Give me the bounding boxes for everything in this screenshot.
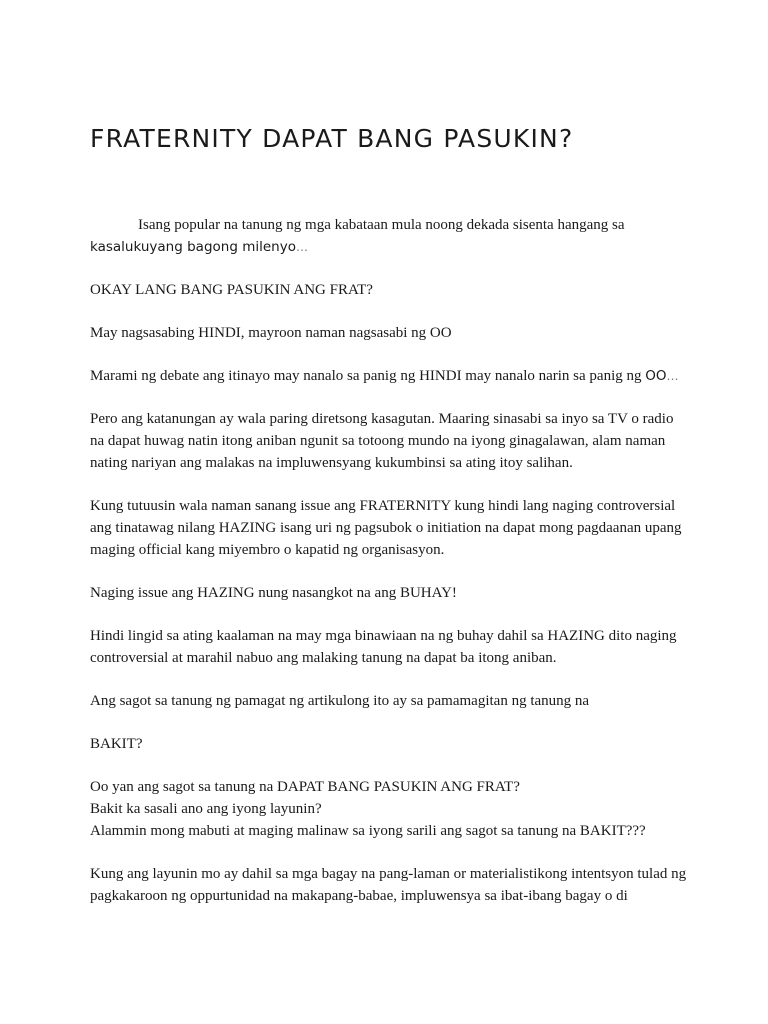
paragraph-deaths: Hindi lingid sa ating kaalaman na may mga binawiaan na ng buhay dahil sa HAZING dito naging controversial at marahil nabuo ang malaking tanung na dapat ba itong aniban. [90,628,677,666]
debate-text-continued: OO [645,368,667,384]
paragraph-why-answer [90,776,690,842]
paragraph-why: BAKIT? [90,736,143,752]
paragraph-hazing-issue: Kung tutuusin wala naman sanang issue ang FRATERNITY kung hindi lang naging controversial ang tinatawag nilang HAZING isang uri ng pagsubok o initiation na dapat mong pagdaanan upang maging official kang miyembro o kapatid ng organisasyon. [90,498,682,558]
intro-text: Isang popular na tanung ng mga kabataan mula noong dekada sisenta hangang sa [138,217,625,233]
paragraph-no-answer: Pero ang katanungan ay wala paring diretsong kasagutan. Maaring sinasabi sa inyo sa TV o radio na dapat huwag natin itong aniban ngunit sa totoong mundo na iyong ginagalawan, alam naman nating nariyan ang malakas na impluwensyang kukumbinsi sa ating itoy salihan. [90,411,674,471]
why-answer-line-2: Bakit ka sasali ano ang iyong layunin? [90,801,322,817]
intro-text-continued: kasalukuyang bagong milenyo [90,239,296,255]
paragraph-question: OKAY LANG BANG PASUKIN ANG FRAT? [90,282,373,298]
paragraph-life: Naging issue ang HAZING nung nasangkot na ang BUHAY! [90,585,457,601]
why-answer-line-3: Alammin mong mabuti at maging malinaw sa iyong sarili ang sagot sa tanung na BAKIT??? [90,823,646,839]
debate-text: Marami ng debate ang itinayo may nanalo sa panig ng HINDI may nanalo narin sa panig ng [90,368,642,384]
document-title: FRATERNITY DAPAT BANG PASUKIN? [90,124,574,153]
intro-ellipsis: … [295,240,308,254]
paragraph-motive: Kung ang layunin mo ay dahil sa mga bagay na pang-laman or materialistikong intentsyon tulad ng pagkakaroon ng oppurtunidad na makapang-babae, impluwensya sa ibat-ibang bagay o di [90,866,687,904]
paragraph-opinions: May nagsasabing HINDI, mayroon naman nagsasabi ng OO [90,325,452,341]
document-body [90,214,690,928]
paragraph-answer-intro: Ang sagot sa tanung ng pamagat ng artikulong ito ay sa pamamagitan ng tanung na [90,693,590,709]
paragraph-debate [90,365,690,387]
paragraph-intro [90,214,690,258]
why-answer-line-1: Oo yan ang sagot sa tanung na DAPAT BANG PASUKIN ANG FRAT? [90,779,520,795]
debate-ellipsis: … [666,369,679,383]
